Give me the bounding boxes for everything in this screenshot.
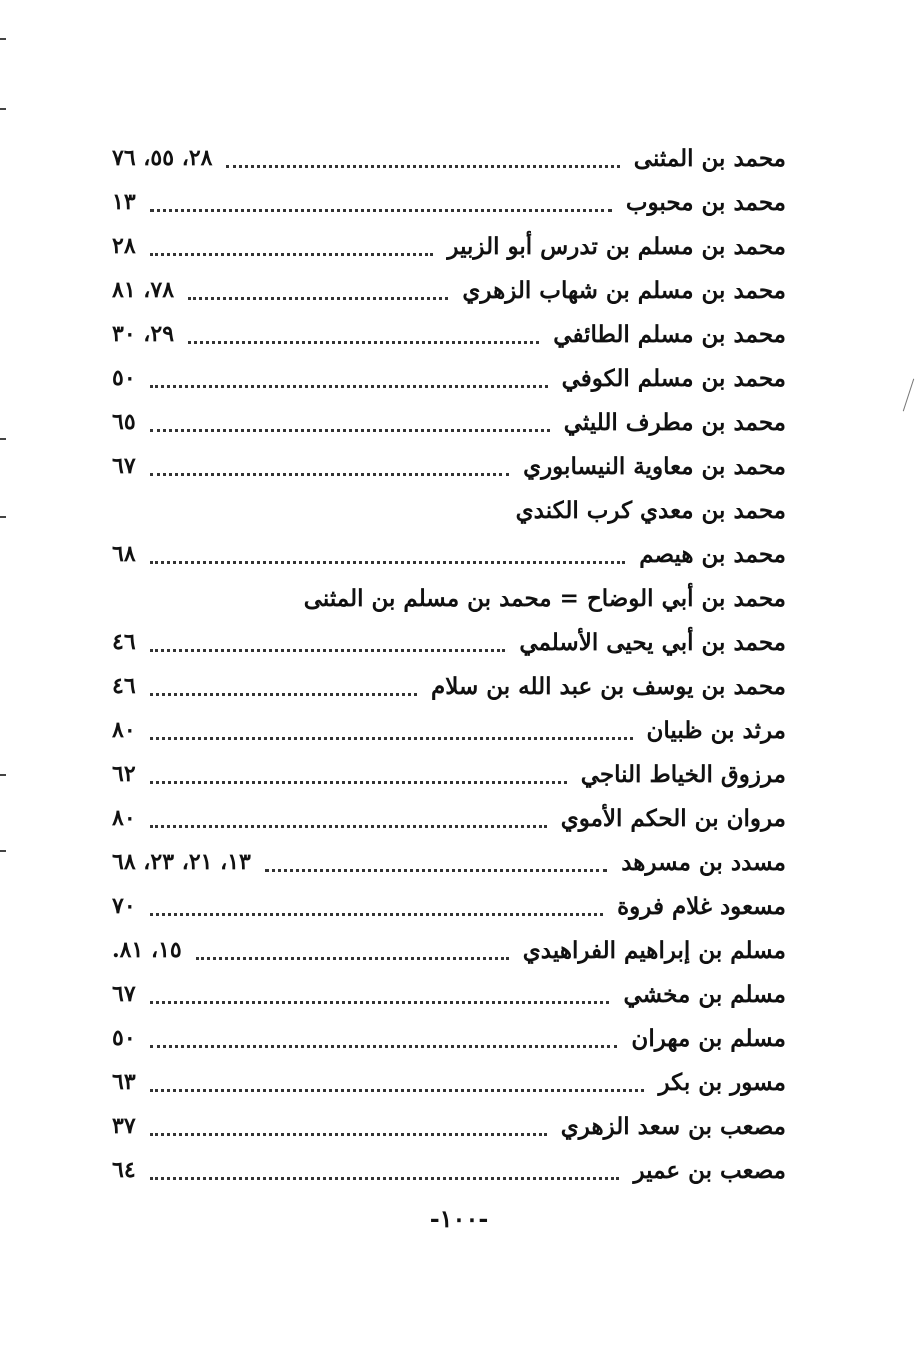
entry-name: محمد بن مطرف الليثي bbox=[563, 408, 786, 436]
index-entry bbox=[112, 1016, 786, 1060]
entry-pages: ٧٠ bbox=[112, 893, 136, 919]
dot-leader bbox=[150, 821, 547, 828]
entry-name: محمد بن مسلم بن شهاب الزهري bbox=[462, 276, 786, 304]
entry-name: مصعب بن عمير bbox=[633, 1156, 786, 1184]
index-entry bbox=[112, 136, 786, 180]
index-entry bbox=[112, 224, 786, 268]
dot-leader bbox=[150, 425, 550, 432]
entry-pages: ٦٣ bbox=[112, 1069, 136, 1095]
scan-edge-mark bbox=[0, 774, 6, 776]
entry-name: محمد بن معدي كرب الكندي bbox=[515, 496, 786, 524]
entry-pages: ٢٩، ٣٠ bbox=[112, 321, 175, 347]
entry-name: محمد بن أبي يحيى الأسلمي bbox=[519, 628, 786, 656]
entry-pages: ٦٥ bbox=[112, 409, 136, 435]
entry-pages: ٢٨، ٥٥، ٧٦ bbox=[112, 145, 213, 171]
dot-leader bbox=[196, 953, 509, 960]
dot-leader bbox=[150, 909, 603, 916]
scan-edge-mark bbox=[0, 850, 6, 852]
entry-name: محمد بن يوسف بن عبد الله بن سلام bbox=[431, 672, 786, 700]
scan-edge-mark bbox=[0, 38, 6, 40]
entry-name: مسلم بن مخشي bbox=[623, 980, 786, 1008]
entry-pages: ١٥، ٨١. bbox=[112, 937, 182, 963]
entry-pages: ٨٠ bbox=[112, 717, 136, 743]
dot-leader bbox=[150, 1173, 620, 1180]
entry-name: مصعب بن سعد الزهري bbox=[560, 1112, 786, 1140]
entry-name: مروان بن الحكم الأموي bbox=[560, 804, 786, 832]
index-entry bbox=[112, 1104, 786, 1148]
index-entry bbox=[112, 708, 786, 752]
entry-pages: ٦٨ bbox=[112, 541, 136, 567]
entry-name: محمد بن محبوب bbox=[625, 188, 786, 216]
index-entry bbox=[112, 796, 786, 840]
entry-name: مسدد بن مسرهد bbox=[621, 848, 786, 876]
index-entry bbox=[112, 928, 786, 972]
entry-pages: ٤٦ bbox=[112, 673, 136, 699]
page-number: -١٠٠- bbox=[429, 1204, 489, 1233]
entry-name: محمد بن مسلم الكوفي bbox=[561, 364, 786, 392]
entry-pages: ٥٠ bbox=[112, 1025, 136, 1051]
entry-pages: ١٣، ٢١، ٢٣، ٦٨ bbox=[112, 849, 251, 875]
scan-edge-mark bbox=[0, 438, 6, 440]
entry-pages: ٦٢ bbox=[112, 761, 136, 787]
entry-name: محمد بن هيصم bbox=[639, 540, 786, 568]
entry-pages: ٦٧ bbox=[112, 453, 136, 479]
dot-leader bbox=[188, 293, 448, 300]
dot-leader bbox=[150, 733, 633, 740]
index-list bbox=[112, 136, 786, 1192]
entry-pages: ٣٧ bbox=[112, 1113, 136, 1139]
index-entry bbox=[112, 620, 786, 664]
scan-edge-mark bbox=[0, 516, 6, 518]
entry-name: محمد بن أبي الوضاح = محمد بن مسلم بن المثنى bbox=[303, 584, 786, 612]
entry-pages: ٥٠ bbox=[112, 365, 136, 391]
entry-name: مسلم بن مهران bbox=[631, 1024, 786, 1052]
entry-name: محمد بن مسلم الطائفي bbox=[553, 320, 786, 348]
dot-leader bbox=[150, 557, 626, 564]
dot-leader bbox=[150, 249, 434, 256]
dot-leader bbox=[188, 337, 539, 344]
dot-leader bbox=[150, 997, 610, 1004]
index-entry bbox=[112, 444, 786, 488]
index-entry bbox=[112, 840, 786, 884]
dot-leader bbox=[150, 645, 506, 652]
entry-name: مسعود غلام فروة bbox=[617, 892, 786, 920]
index-entry bbox=[112, 532, 786, 576]
dot-leader bbox=[150, 689, 417, 696]
dot-leader bbox=[150, 205, 612, 212]
index-entry bbox=[112, 312, 786, 356]
index-entry bbox=[112, 752, 786, 796]
entry-name: محمد بن المثنى bbox=[633, 144, 786, 172]
index-entry bbox=[112, 1060, 786, 1104]
entry-pages: ٦٧ bbox=[112, 981, 136, 1007]
scan-edge-mark bbox=[0, 108, 6, 110]
index-entry bbox=[112, 180, 786, 224]
index-entry bbox=[112, 488, 786, 532]
entry-name: محمد بن مسلم بن تدرس أبو الزبير bbox=[447, 232, 786, 260]
entry-name: مرثد بن ظبيان bbox=[646, 716, 786, 744]
entry-pages: ٧٨، ٨١ bbox=[112, 277, 175, 303]
entry-name: محمد بن معاوية النيسابوري bbox=[523, 452, 786, 480]
dot-leader bbox=[150, 777, 567, 784]
index-entry bbox=[112, 356, 786, 400]
index-entry bbox=[112, 664, 786, 708]
entry-name: مسلم بن إبراهيم الفراهيدي bbox=[522, 936, 786, 964]
dot-leader bbox=[150, 381, 548, 388]
entry-pages: ٨٠ bbox=[112, 805, 136, 831]
index-entry bbox=[112, 576, 786, 620]
entry-name: مرزوق الخياط الناجي bbox=[580, 760, 786, 788]
dot-leader bbox=[150, 1129, 547, 1136]
scan-scratch bbox=[903, 379, 914, 412]
dot-leader bbox=[265, 865, 607, 872]
dot-leader bbox=[226, 161, 619, 168]
entry-name: مسور بن بكر bbox=[658, 1068, 786, 1096]
index-entry bbox=[112, 400, 786, 444]
dot-leader bbox=[150, 1085, 645, 1092]
index-entry bbox=[112, 1148, 786, 1192]
entry-pages: ٢٨ bbox=[112, 233, 136, 259]
dot-leader bbox=[150, 1041, 618, 1048]
entry-pages: ٤٦ bbox=[112, 629, 136, 655]
entry-pages: ٦٤ bbox=[112, 1157, 136, 1183]
index-entry bbox=[112, 972, 786, 1016]
index-entry bbox=[112, 884, 786, 928]
entry-pages: ١٣ bbox=[112, 189, 136, 215]
dot-leader bbox=[150, 469, 509, 476]
index-entry bbox=[112, 268, 786, 312]
